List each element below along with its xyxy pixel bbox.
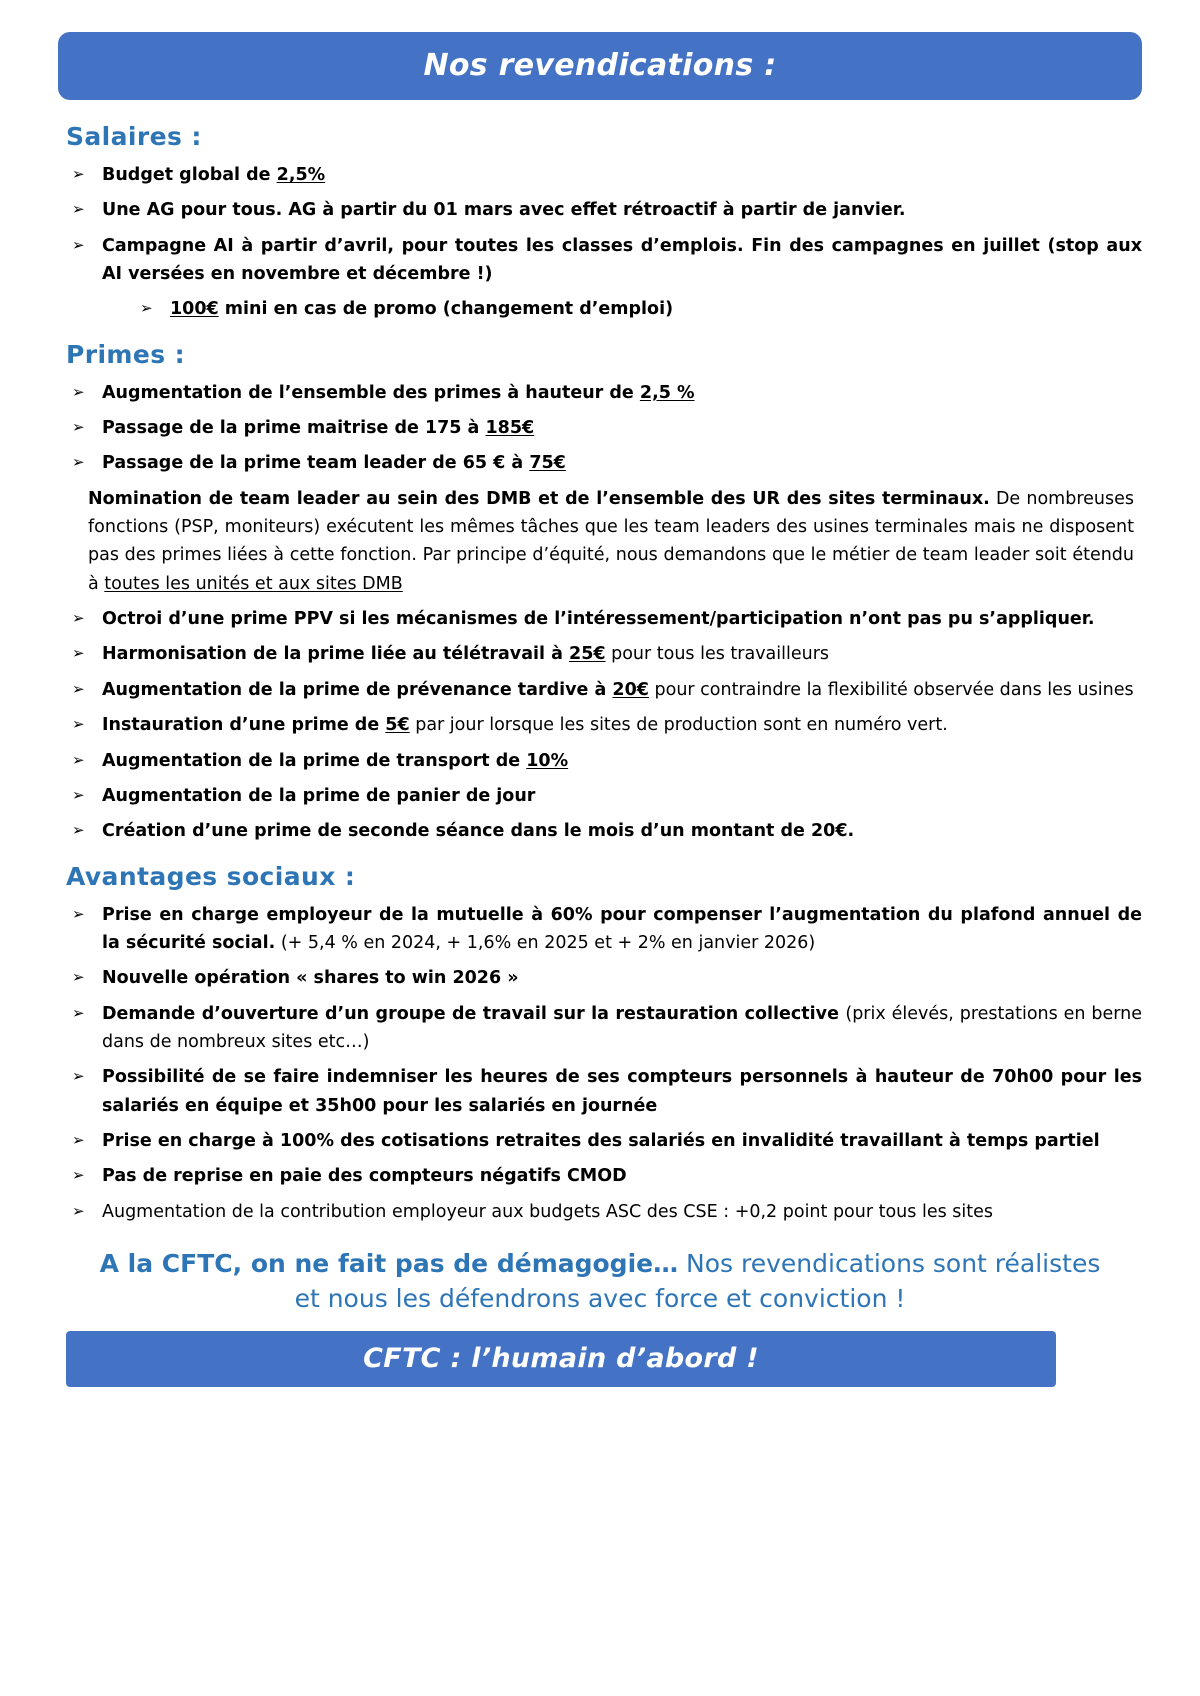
text-run: Prise en charge employeur de la mutuelle à 60% pour compenser l’augmentation du plafond annuel de la sécurité social. [102,904,1142,953]
list-item [58,1000,1142,1057]
text-run: 25€ [569,644,606,665]
list-item [58,1198,1142,1226]
header-title: Nos revendications : [423,48,777,83]
text-run: Prise en charge à 100% des cotisations retraites des salariés en invalidité travaillant à temps partiel [102,1130,1100,1151]
text-run: (prix élevés, prestations en berne dans de nombreux sites etc…) [102,1003,1142,1052]
list-item [58,196,1142,224]
arrow-bullet-icon: ➢ [72,1166,85,1185]
text-run: 2,5 % [639,382,695,403]
text-run: Passage de la prime team leader de 65 € à [102,453,530,474]
text-run: Création d’une prime de seconde séance dans le mois d’un montant de 20€. [102,821,855,842]
text-run: 5€ [385,715,410,736]
arrow-bullet-icon: ➢ [72,609,85,628]
text-run: Passage de la prime maitrise de 175 à [102,418,486,439]
list-item [58,711,1142,739]
text-run: pour contraindre la flexibilité observée dans les usines [648,679,1134,700]
arrow-bullet-icon: ➢ [72,165,85,183]
list-item [58,605,1142,633]
arrow-bullet-icon: ➢ [72,200,85,219]
sections-container [58,122,1142,1226]
arrow-bullet-icon: ➢ [72,382,85,401]
text-run: 100€ [170,299,219,320]
arrow-bullet-icon: ➢ [72,968,85,987]
list-item [58,964,1142,992]
arrow-bullet-icon: ➢ [140,299,153,318]
bullet-list [58,901,1142,1226]
bullet-list [58,161,1142,324]
list-item [58,379,1142,407]
arrow-bullet-icon: ➢ [72,785,85,804]
list-item [58,1162,1142,1190]
list-item [58,449,1142,477]
bullet-list [58,605,1142,845]
list-item [58,747,1142,775]
arrow-bullet-icon: ➢ [72,1067,85,1086]
text-run: Une AG pour tous. AG à partir du 01 mars avec effet rétroactif à partir de janvier. [102,200,906,221]
list-item [58,640,1142,668]
header-banner [58,32,1142,100]
closing-slogan [88,1246,1112,1317]
footer-banner [66,1331,1056,1387]
arrow-bullet-icon: ➢ [72,235,85,254]
text-run: Harmonisation de la prime liée au télétravail à [102,644,570,665]
list-item [58,232,1142,289]
arrow-bullet-icon: ➢ [72,644,85,663]
text-run: Pas de reprise en paie des compteurs négatifs CMOD [102,1166,627,1187]
text-run: 20€ [612,679,649,700]
text-run: De nombreuses fonctions (PSP, moniteurs) exécutent les mêmes tâches que les team leaders des usines terminales mais ne disposent pas des primes liées à cette fonction. Par principe d’équité, nous demandons que le métier de team leader soit étendu à [88,488,1134,594]
text-run: pour tous les travailleurs [605,644,830,665]
arrow-bullet-icon: ➢ [72,750,85,769]
list-item [58,676,1142,704]
text-run: Budget global de [102,165,277,185]
text-run: Nomination de team leader au sein des DMB et de l’ensemble des UR des sites terminaux. [88,488,990,509]
list-item [58,782,1142,810]
text-run: (+ 5,4 % en 2024, + 1,6% en 2025 et + 2% en janvier 2026) [275,932,816,953]
text-run: Augmentation de la prime de prévenance tardive à [102,679,613,700]
text-run: 75€ [529,453,566,474]
paragraph [88,485,1134,598]
text-run: Instauration d’une prime de [102,715,386,736]
text-run: Augmentation de l’ensemble des primes à hauteur de [102,382,640,403]
arrow-bullet-icon: ➢ [72,821,85,840]
section-heading: Salaires : [66,122,202,151]
text-run: Campagne AI à partir d’avril, pour toutes les classes d’emplois. Fin des campagnes en juillet (stop aux AI versées en novembre et décembre !) [102,235,1142,285]
arrow-bullet-icon: ➢ [72,1201,85,1220]
text-run: Augmentation de la prime de transport de [102,750,527,771]
list-item [58,901,1142,958]
section-heading: Primes : [66,339,186,369]
list-item [58,295,1142,323]
list-item [58,414,1142,442]
bullet-list [58,379,1142,478]
footer-title: CFTC : l’humain d’abord ! [363,1342,759,1374]
list-item [58,1063,1142,1120]
text-run: Augmentation de la prime de panier de jour [102,785,536,806]
text-run: Demande d’ouverture d’un groupe de travail sur la restauration collective [102,1003,846,1024]
arrow-bullet-icon: ➢ [72,453,85,472]
arrow-bullet-icon: ➢ [72,1130,85,1149]
arrow-bullet-icon: ➢ [72,1003,85,1022]
list-item [58,161,1142,189]
arrow-bullet-icon: ➢ [72,679,85,698]
text-run: toutes les unités et aux sites DMB [104,573,403,594]
arrow-bullet-icon: ➢ [72,904,85,923]
text-run: Nouvelle opération « shares to win 2026 » [102,968,519,989]
text-run: par jour lorsque les sites de production sont en numéro vert. [409,715,948,736]
text-run: mini en cas de promo (changement d’emploi) [218,299,674,320]
text-run: 10% [526,750,569,771]
text-run: Augmentation de la contribution employeur aux budgets ASC des CSE : +0,2 point pour tous les sites [102,1201,993,1222]
text-run: 2,5% [276,165,326,185]
text-run: 185€ [485,418,535,439]
section-heading: Avantages sociaux : [66,861,356,891]
slogan-strong: A la CFTC, on ne fait pas de démagogie… [99,1248,679,1278]
slogan-light: Nos revendications sont réalistes et nous les défendrons avec force et conviction ! [294,1248,1101,1314]
text-run: Octroi d’une prime PPV si les mécanismes de l’intéressement/participation n’ont pas pu s’appliquer. [102,609,1095,630]
text-run: Possibilité de se faire indemniser les heures de ses compteurs personnels à hauteur de 70h00 pour les salariés en équipe et 35h00 pour les salariés en journée [102,1067,1142,1116]
list-item [58,817,1142,845]
arrow-bullet-icon: ➢ [72,418,85,437]
arrow-bullet-icon: ➢ [72,715,85,734]
list-item [58,1127,1142,1155]
